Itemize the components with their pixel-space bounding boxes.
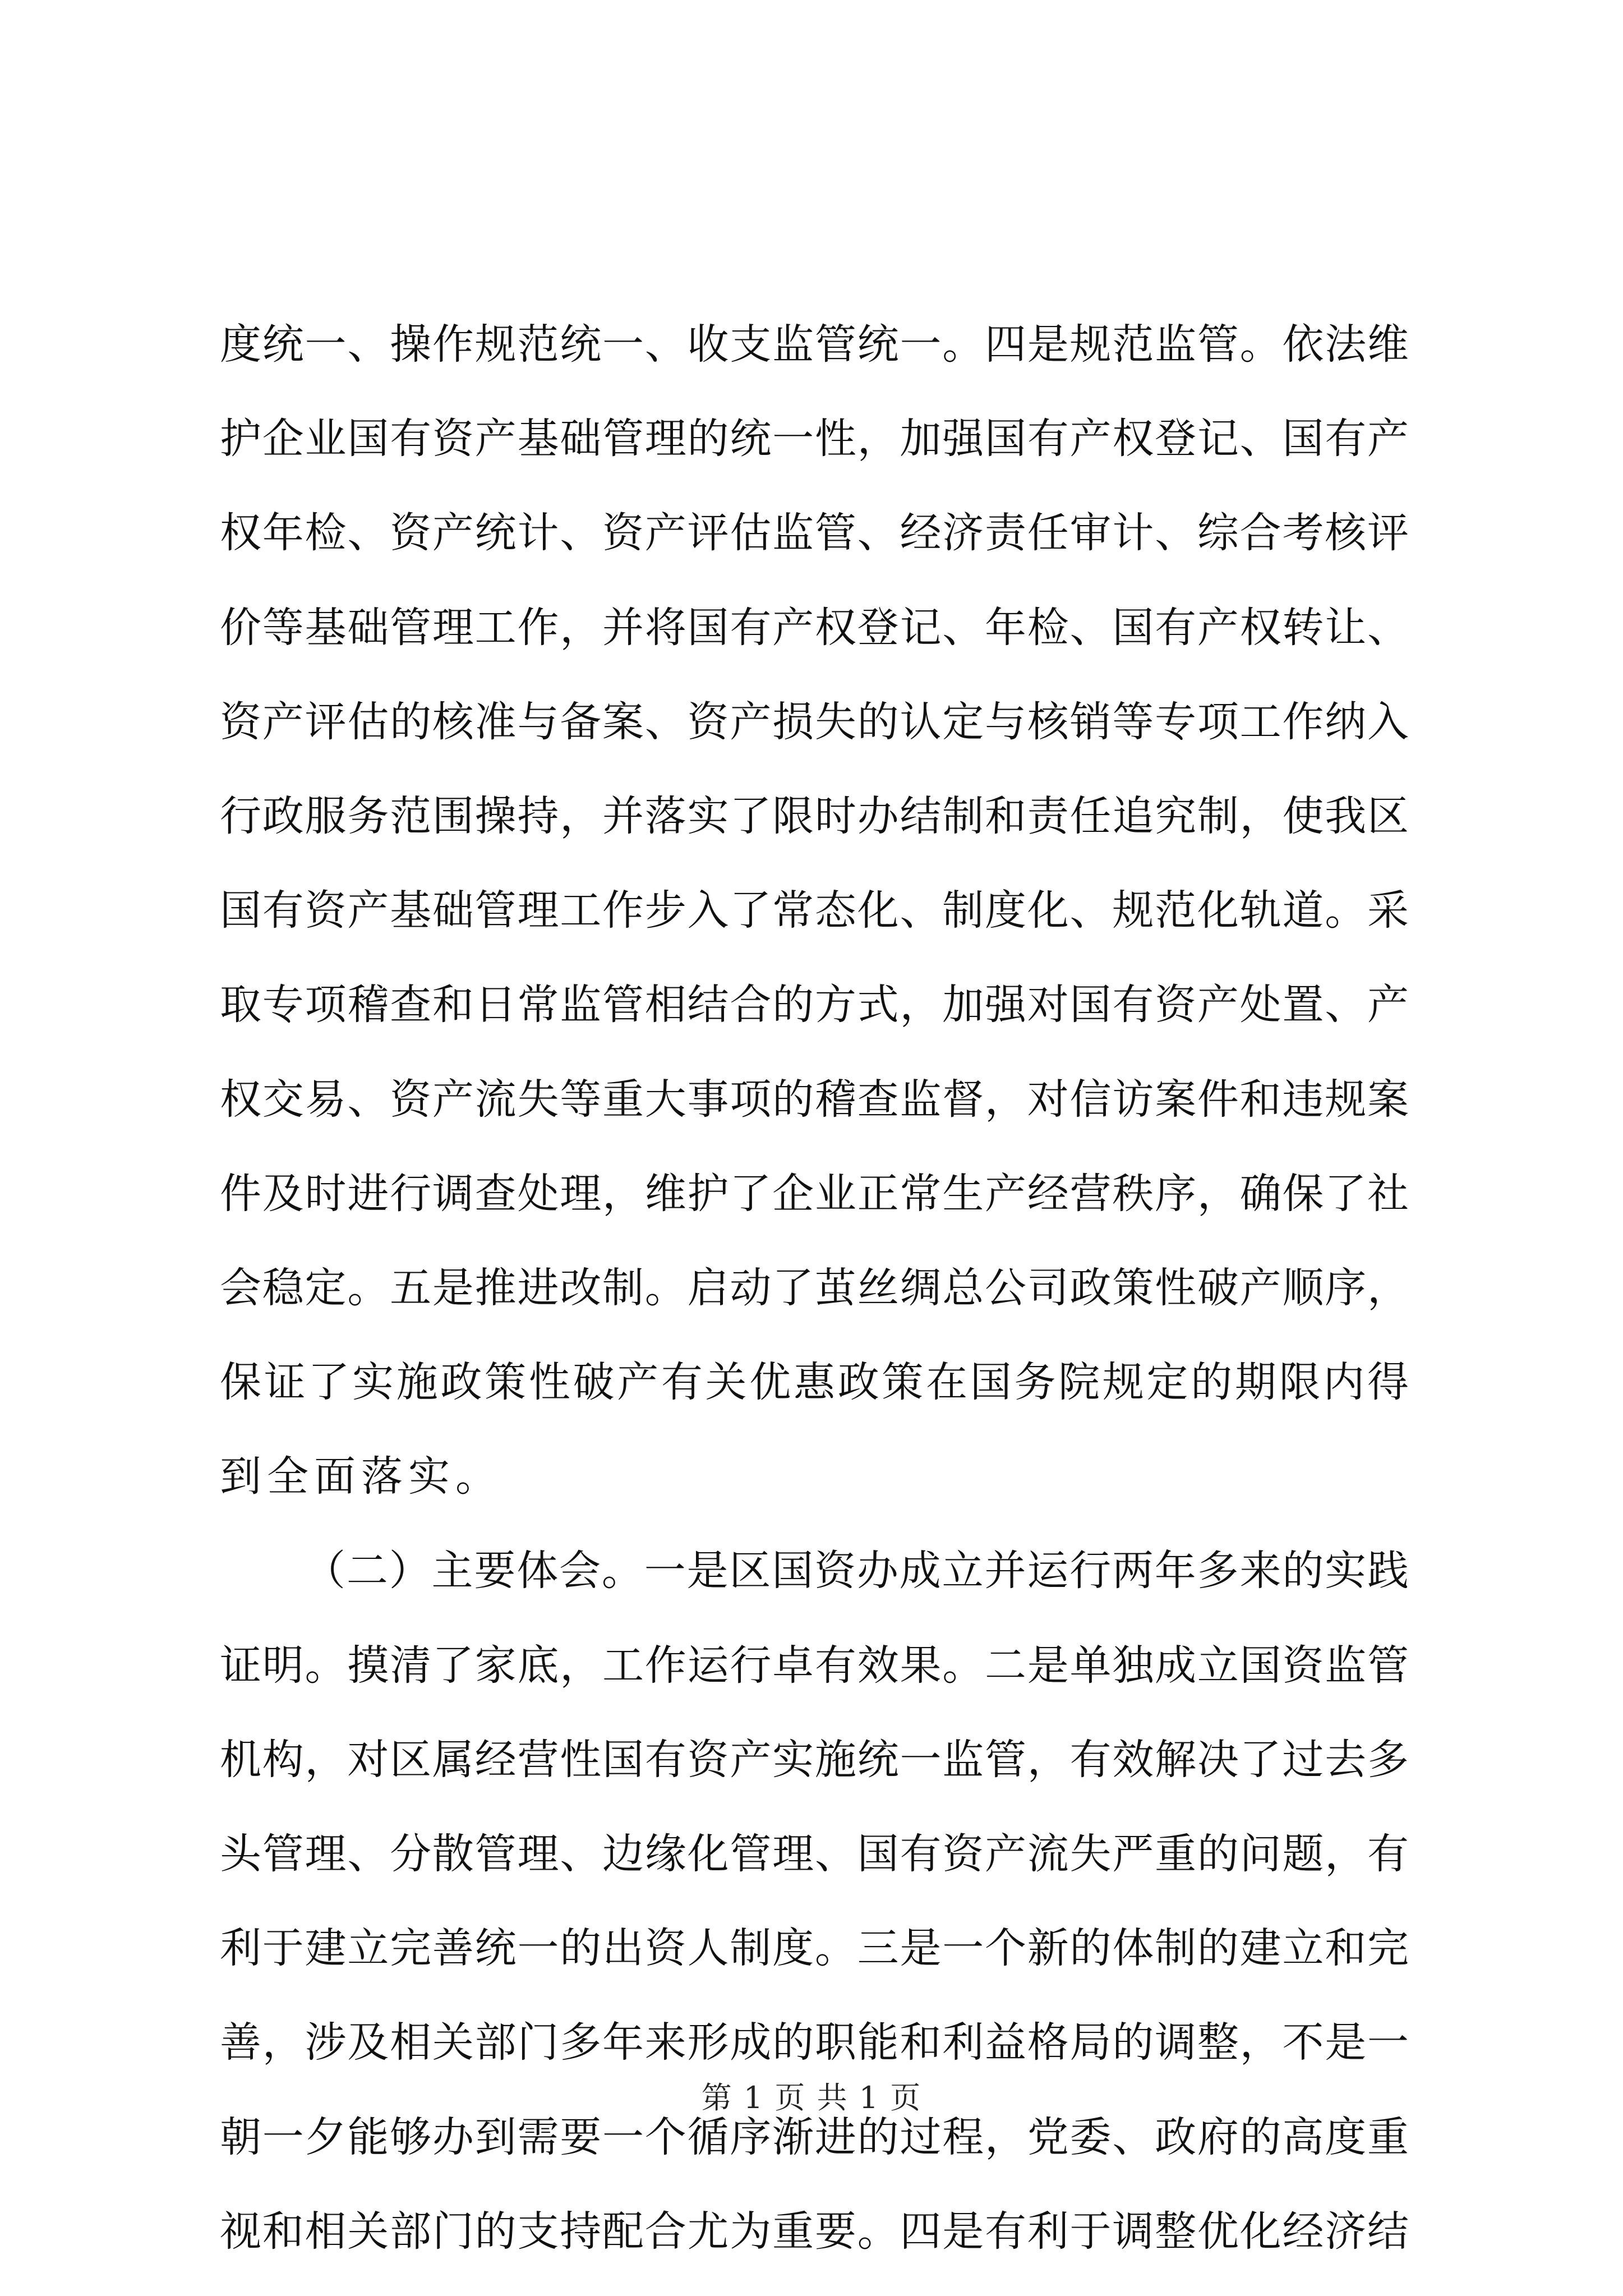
text-line: 护企业国有资产基础管理的统一性，加强国有产权登记、国有产 (220, 415, 1409, 463)
text-line: 到全面落实。 (220, 1452, 502, 1501)
document-body (220, 297, 1409, 2279)
text-line: 价等基础管理工作，并将国有产权登记、年检、国有产权转让、 (220, 603, 1409, 652)
text-line: 头管理、分散管理、边缘化管理、国有资产流失严重的问题，有 (220, 1830, 1409, 1878)
paragraph-first-line: （二）主要体会。一是区国资办成立并运行两年多来的实践 (304, 1547, 1409, 1595)
text-line: 件及时进行调查处理，维护了企业正常生产经营秩序，确保了社 (220, 1169, 1409, 1218)
text-line: 利于建立完善统一的出资人制度。三是一个新的体制的建立和完 (220, 1924, 1409, 1973)
text-line: 机构，对区属经营性国有资产实施统一监管，有效解决了过去多 (220, 1735, 1409, 1784)
text-line: 取专项稽查和日常监管相结合的方式，加强对国有资产处置、产 (220, 981, 1409, 1029)
text-line: 会稳定。五是推进改制。启动了茧丝绸总公司政策性破产顺序， (220, 1263, 1409, 1312)
text-line: 保证了实施政策性破产有关优惠政策在国务院规定的期限内得 (220, 1358, 1409, 1407)
page-footer: 第 1 页 共 1 页 (701, 2080, 922, 2115)
text-line: 度统一、操作规范统一、收支监管统一。四是规范监管。依法维 (220, 320, 1409, 369)
text-line: 朝一夕能够办到需要一个循序渐进的过程，党委、政府的高度重 (220, 2113, 1409, 2161)
text-line: 证明。摸清了家底，工作运行卓有效果。二是单独成立国资监管 (220, 1641, 1409, 1690)
text-line: 善，涉及相关部门多年来形成的职能和利益格局的调整，不是一 (220, 2018, 1409, 2067)
text-line: 权交易、资产流失等重大事项的稽查监督，对信访案件和违规案 (220, 1075, 1409, 1124)
text-line: 资产评估的核准与备案、资产损失的认定与核销等专项工作纳入 (220, 697, 1409, 746)
text-line: 行政服务范围操持，并落实了限时办结制和责任追究制，使我区 (220, 792, 1409, 840)
text-line: 国有资产基础管理工作步入了常态化、制度化、规范化轨道。采 (220, 886, 1409, 935)
text-line: 视和相关部门的支持配合尤为重要。四是有利于调整优化经济结 (220, 2207, 1409, 2256)
text-line: 权年检、资产统计、资产评估监管、经济责任审计、综合考核评 (220, 509, 1409, 558)
